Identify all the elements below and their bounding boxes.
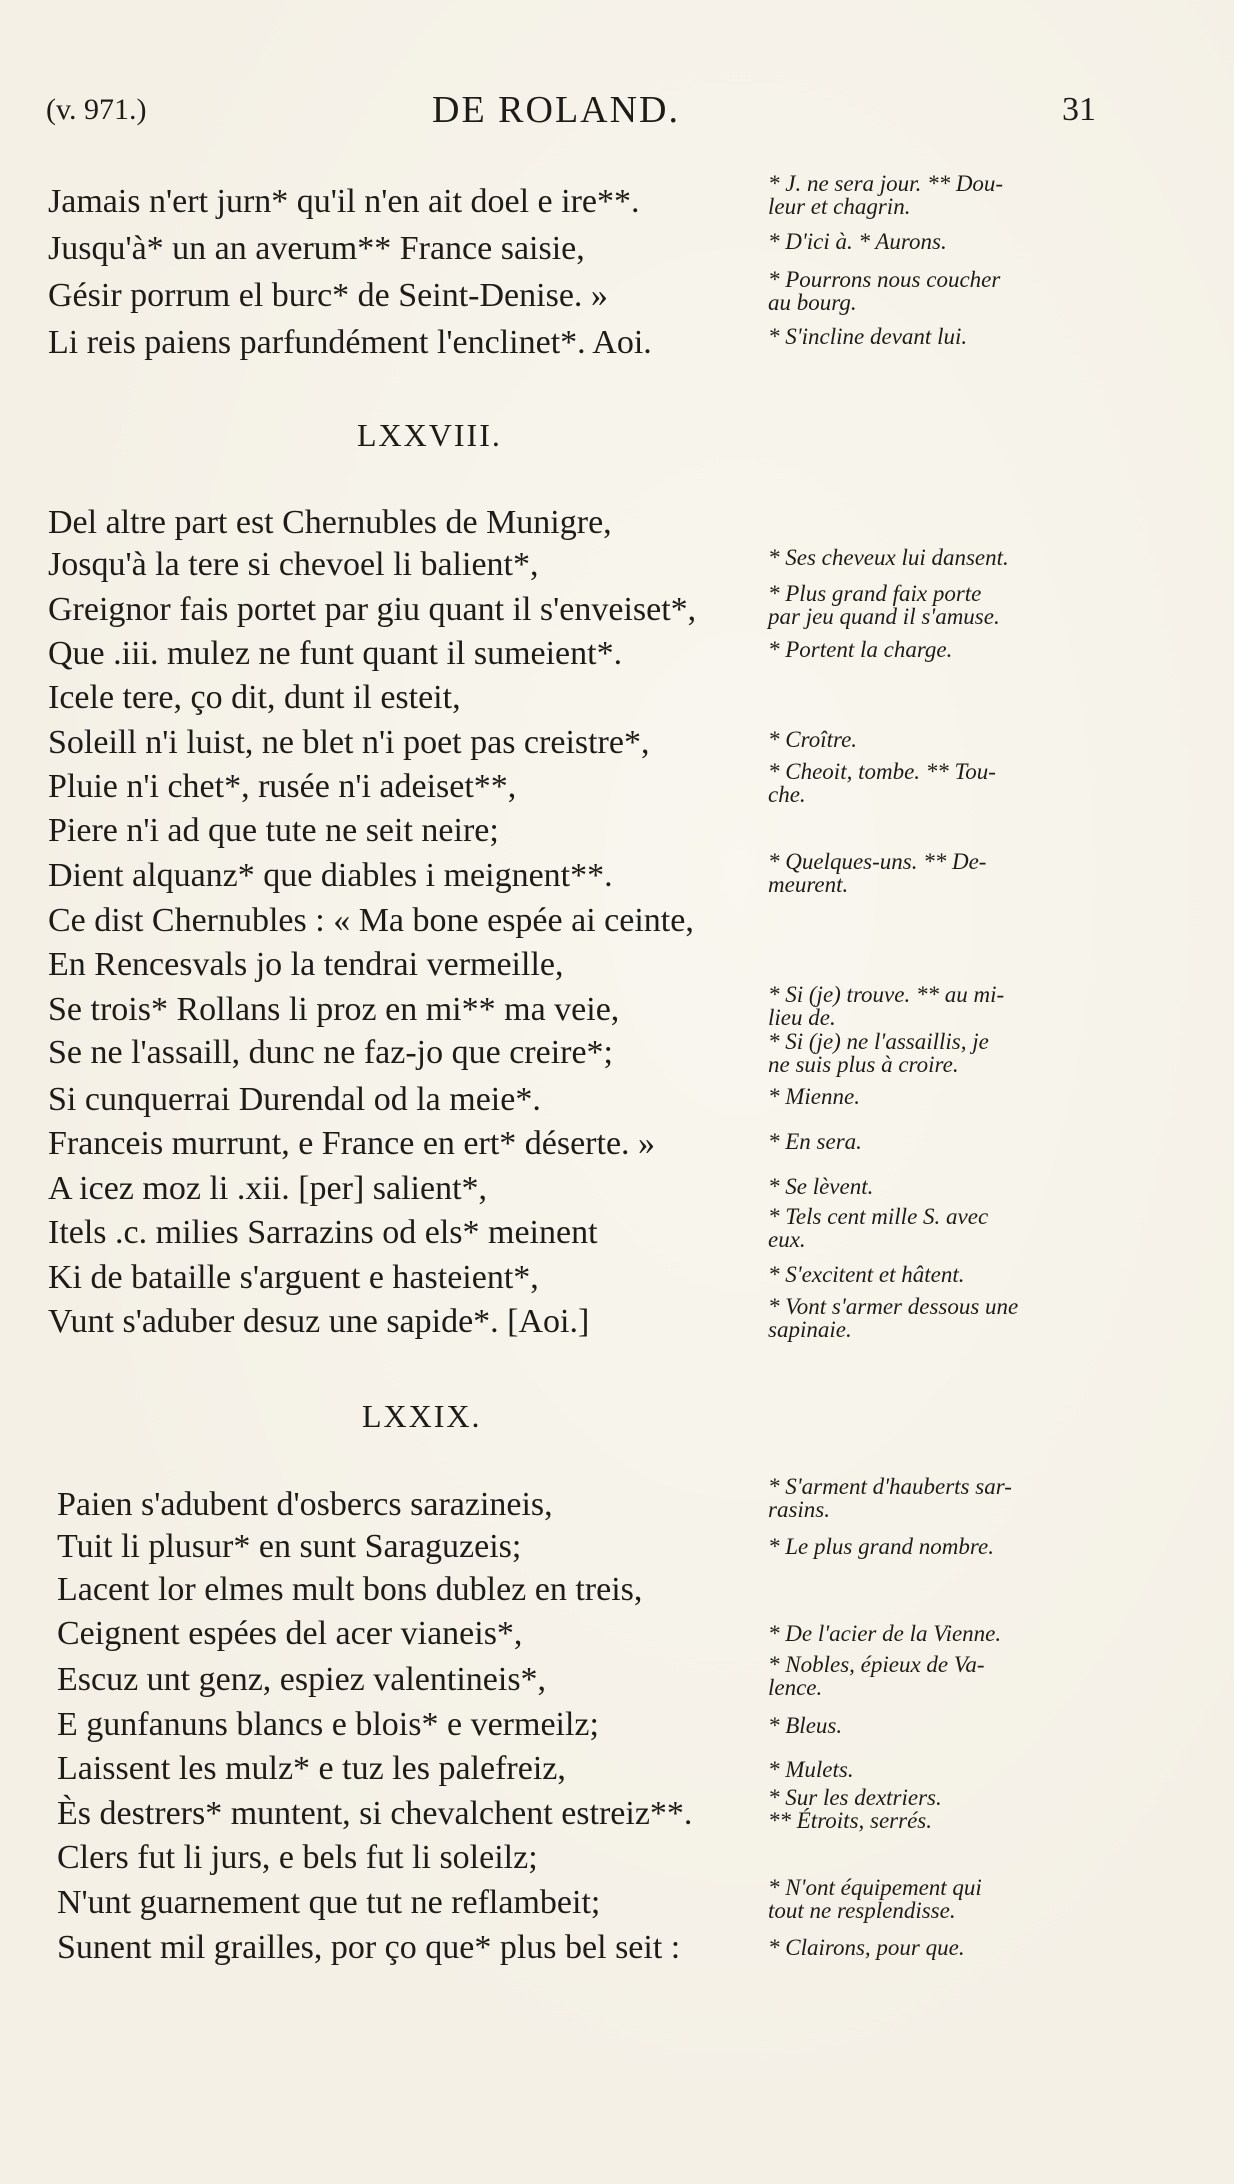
verse-line: Si cunquerrai Durendal od la meie*. — [48, 1081, 541, 1118]
footnote: * Si (je) trouve. ** au mi- lieu de. — [768, 982, 1005, 1030]
footnote: * Croître. — [768, 727, 858, 752]
footnote: * Nobles, épieux de Va- lence. — [768, 1652, 985, 1700]
verse-line: Piere n'i ad que tute ne seit neire; — [48, 812, 499, 849]
verse-line: Li reis paiens parfundément l'enclinet*. Aoi. — [48, 324, 652, 361]
verse-line: Se trois* Rollans li proz en mi** ma veie, — [48, 991, 620, 1028]
footnote: * S'incline devant lui. — [768, 324, 968, 349]
footnote: * Le plus grand nombre. — [768, 1534, 994, 1559]
running-title: DE ROLAND. — [432, 89, 680, 131]
verse-line: Se ne l'assaill, dunc ne faz-jo que creire*; — [48, 1034, 614, 1071]
verse-line: Laissent les mulz* e tuz les palefreiz, — [57, 1750, 566, 1787]
verse-line: E gunfanuns blancs e blois* e vermeilz; — [57, 1706, 599, 1743]
verse-line: Ki de bataille s'arguent e hasteient*, — [48, 1259, 539, 1296]
footnote: * Sur les dextriers. ** Étroits, serrés. — [768, 1785, 942, 1833]
verse-line: Greignor fais portet par giu quant il s'enveiset*, — [48, 591, 697, 628]
footnote: * Mienne. — [768, 1084, 860, 1109]
footnote: * Quelques-uns. ** De- meurent. — [768, 849, 987, 897]
footnote: * S'arment d'hauberts sar- rasins. — [768, 1474, 1012, 1522]
verse-line: Gésir porrum el burc* de Seint-Denise. » — [48, 277, 608, 314]
verse-line: Escuz unt genz, espiez valentineis*, — [57, 1661, 547, 1698]
footnote: * Clairons, pour que. — [768, 1935, 965, 1960]
footnote: * Ses cheveux lui dansent. — [768, 545, 1009, 570]
verse-line: Pluie n'i chet*, rusée n'i adeiset**, — [48, 768, 517, 805]
footnote: * Mulets. — [768, 1757, 854, 1782]
verse-line: Ceignent espées del acer vianeis*, — [57, 1615, 523, 1652]
verse-line: Tuit li plusur* en sunt Saraguzeis; — [57, 1528, 522, 1565]
footnote: * S'excitent et hâtent. — [768, 1262, 965, 1287]
footnote: * D'ici à. * Aurons. — [768, 229, 947, 254]
footnote: * N'ont équipement qui tout ne resplendisse. — [768, 1875, 982, 1923]
footnote: * J. ne sera jour. ** Dou- leur et chagrin. — [768, 171, 1004, 219]
laisse-heading: LXXVIII. — [357, 417, 502, 453]
footnote: * Portent la charge. — [768, 637, 953, 662]
verse-line: En Rencesvals jo la tendrai vermeille, — [48, 946, 564, 983]
verse-line: Franceis murrunt, e France en ert* déserte. » — [48, 1125, 656, 1162]
page-number: 31 — [1062, 91, 1096, 128]
footnote: * Plus grand faix porte par jeu quand il s'amuse. — [768, 581, 1000, 629]
verse-line: A icez moz li .xii. [per] salient*, — [48, 1170, 488, 1207]
verse-line: Vunt s'aduber desuz une sapide*. [Aoi.] — [48, 1303, 590, 1340]
verse-line: Josqu'à la tere si chevoel li balient*, — [48, 546, 539, 583]
footnote: * Si (je) ne l'assaillis, je ne suis plus à croire. — [768, 1029, 989, 1077]
verse-line: Del altre part est Chernubles de Munigre, — [48, 504, 612, 541]
footnote: * De l'acier de la Vienne. — [768, 1621, 1002, 1646]
footnote: * Cheoit, tombe. ** Tou- che. — [768, 759, 996, 807]
footnote: * Vont s'armer dessous une sapinaie. — [768, 1294, 1019, 1342]
verse-line: Itels .c. milies Sarrazins od els* meinent — [48, 1214, 598, 1251]
verse-line: Clers fut li jurs, e bels fut li soleilz; — [57, 1839, 538, 1876]
verse-line: Jusqu'à* un an averum** France saisie, — [48, 230, 585, 267]
verse-line: Ce dist Chernubles : « Ma bone espée ai ceinte, — [48, 902, 694, 939]
verse-range: (v. 971.) — [46, 93, 147, 126]
verse-line: N'unt guarnement que tut ne reflambeit; — [57, 1884, 601, 1921]
footnote: * Tels cent mille S. avec eux. — [768, 1204, 989, 1252]
verse-line: Ès destrers* muntent, si chevalchent estreiz**. — [57, 1795, 693, 1832]
verse-line: Soleill n'i luist, ne blet n'i poet pas creistre*, — [48, 724, 650, 761]
laisse-heading: LXXIX. — [362, 1398, 482, 1434]
verse-line: Paien s'adubent d'osbercs sarazineis, — [57, 1486, 553, 1523]
footnote: * Pourrons nous coucher au bourg. — [768, 267, 1001, 315]
footnote: * En sera. — [768, 1129, 862, 1154]
verse-line: Jamais n'ert jurn* qu'il n'en ait doel e ire**. — [48, 183, 640, 220]
verse-line: Que .iii. mulez ne funt quant il sumeient*. — [48, 635, 623, 672]
verse-line: Sunent mil grailles, por ço que* plus bel seit : — [57, 1929, 681, 1966]
verse-line: Dient alquanz* que diables i meignent**. — [48, 857, 613, 894]
footnote: * Bleus. — [768, 1713, 843, 1738]
verse-line: Lacent lor elmes mult bons dublez en treis, — [57, 1571, 643, 1608]
verse-line: Icele tere, ço dit, dunt il esteit, — [48, 679, 461, 716]
footnote: * Se lèvent. — [768, 1174, 874, 1199]
